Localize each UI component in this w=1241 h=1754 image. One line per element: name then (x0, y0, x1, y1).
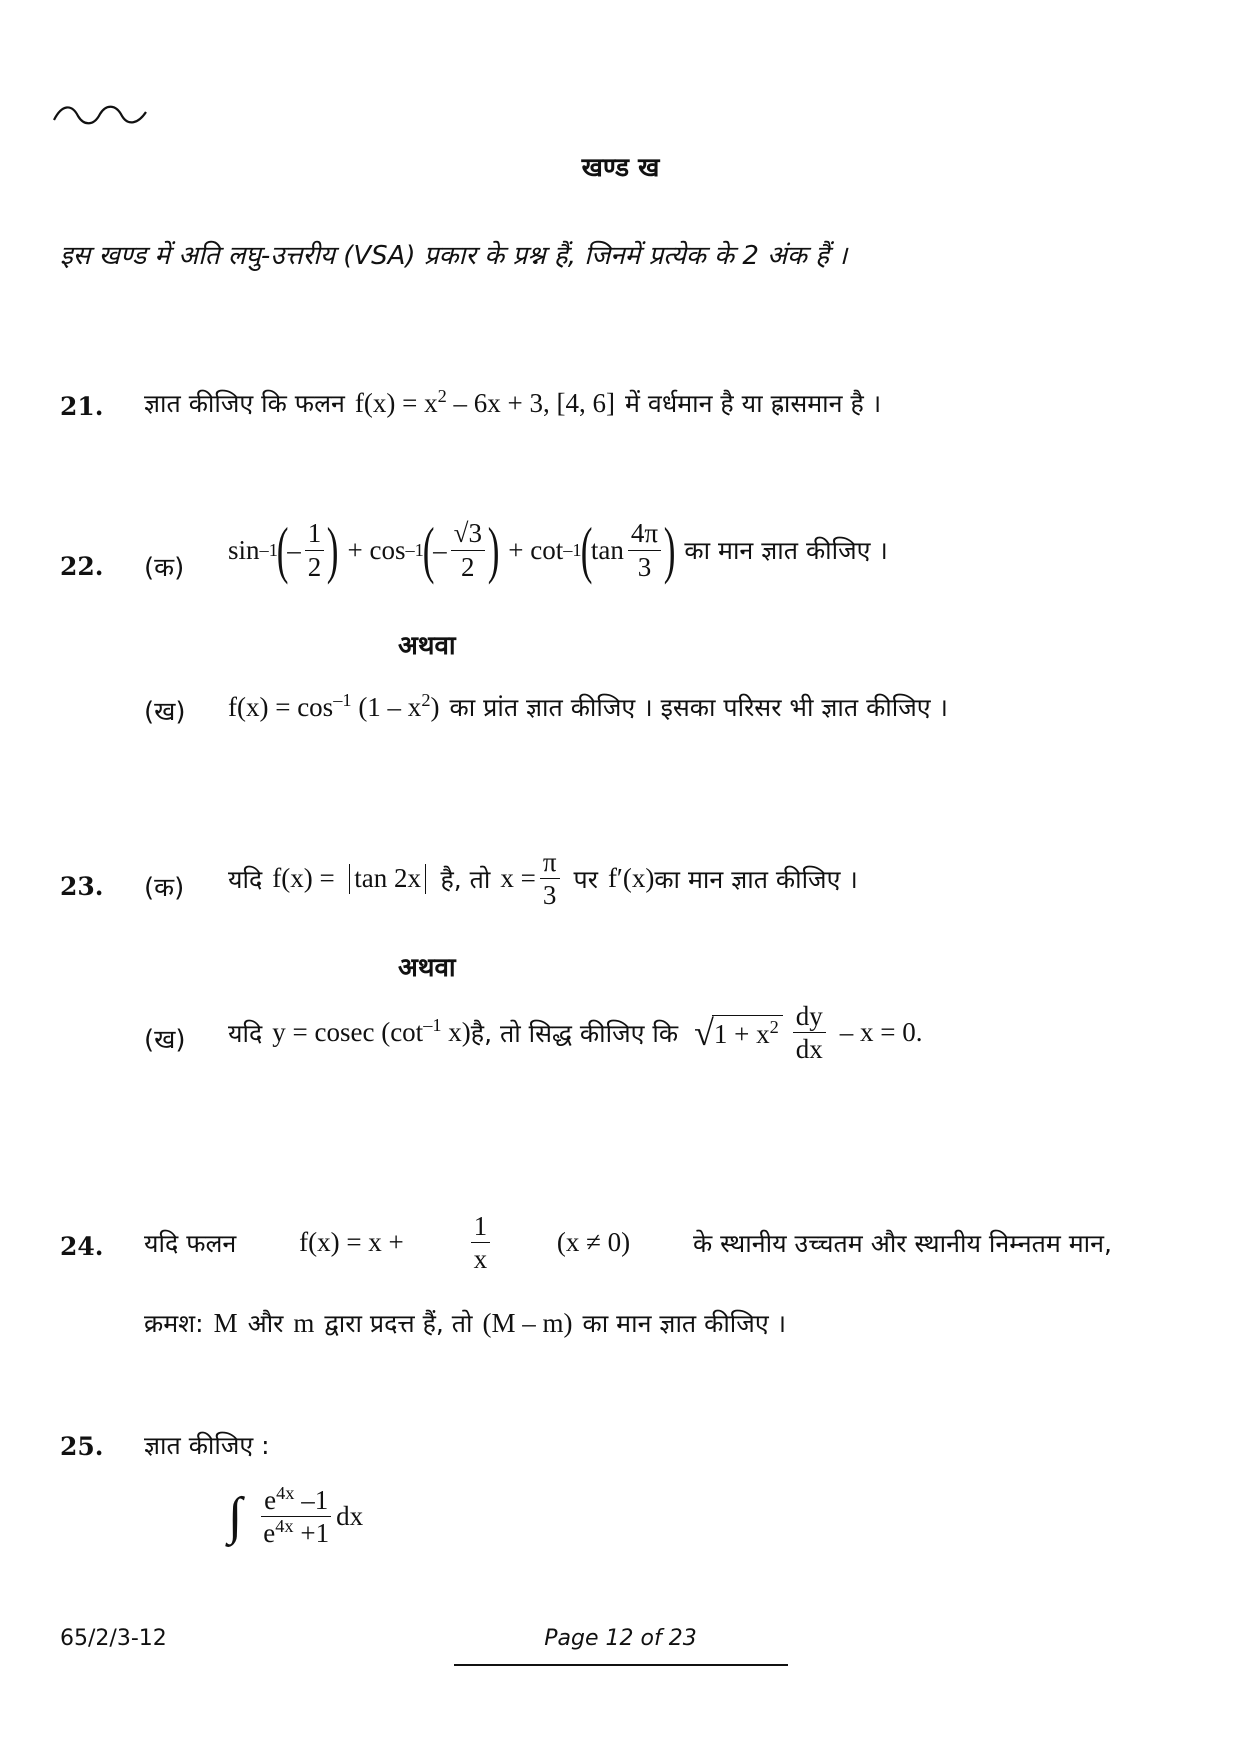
q21-number: 21. (60, 392, 104, 421)
q22-a-expression: sin –1 ( – $\frac{1}{2}$ ) + cos –1 ( – $\frac{√3}{2}$ ) + cot –1 ( tan $\frac{4\pi}{3}$ ) का मान ज्ञात कीजिए । (228, 514, 888, 585)
wavy-mark (52, 100, 148, 130)
q22-b-label: (ख) (144, 697, 186, 727)
q23-a-label: (क) (144, 873, 185, 903)
q25-text: ज्ञात कीजिए : (144, 1431, 270, 1460)
paper-code: 65/2/3-12 (60, 1626, 167, 1651)
section-title: खण्ड ख (581, 153, 660, 183)
q25-number: 25. (60, 1432, 104, 1461)
q21-text: ज्ञात कीजिए कि फलन $f(x) = x^2 - 6x + 3$, [4, 6] में वर्धमान है या ह्रासमान है । (144, 385, 882, 418)
q23-a-text: यदि f(x) = tan 2x है, तो x = $\frac{\pi}{3}$ पर f′(x) का मान ज्ञात कीजिए । (228, 847, 858, 911)
section-instruction: इस खण्ड में अति लघु-उत्तरीय (VSA) प्रकार के प्रश्न हैं, जिनमें प्रत्येक के 2 अंक हैं । (60, 241, 848, 271)
q23-number: 23. (60, 872, 104, 901)
footer-rule (454, 1664, 788, 1666)
q25-integral: ∫ $\frac{e^{4x} -1}{e^{4x} +1}$ dx (228, 1482, 364, 1549)
q22-or: अथवा (398, 631, 456, 661)
q22-number: 22. (60, 552, 104, 581)
q24-line2: क्रमश: M और m द्वारा प्रदत्त हैं, तो (M – m) का मान ज्ञात कीजिए । (144, 1307, 787, 1338)
q23-b-text: यदि y = cosec ($\cot^{-1}$ x) है, तो सिद्ध कीजिए कि √ $1 + x^2$ $\frac{dy}{dx}$ – x = 0. (228, 1001, 923, 1065)
q24-number: 24. (60, 1232, 104, 1261)
q22-a-label: (क) (144, 553, 185, 583)
q23-b-label: (ख) (144, 1025, 186, 1055)
page-number: Page 12 of 23 (544, 1626, 697, 1651)
q22-b-text: $f(x) = \cos^{-1} (1 - x^2)$ का प्रांत ज्ञात कीजिए । इसका परिसर भी ज्ञात कीजिए । (228, 689, 949, 722)
q23-or: अथवा (398, 953, 456, 983)
q24-line1: यदि फलन f(x) = x + $\frac{1}{x}$ (x ≠ 0) के स्थानीय उच्चतम और स्थानीय निम्नतम मान, (144, 1211, 1112, 1275)
